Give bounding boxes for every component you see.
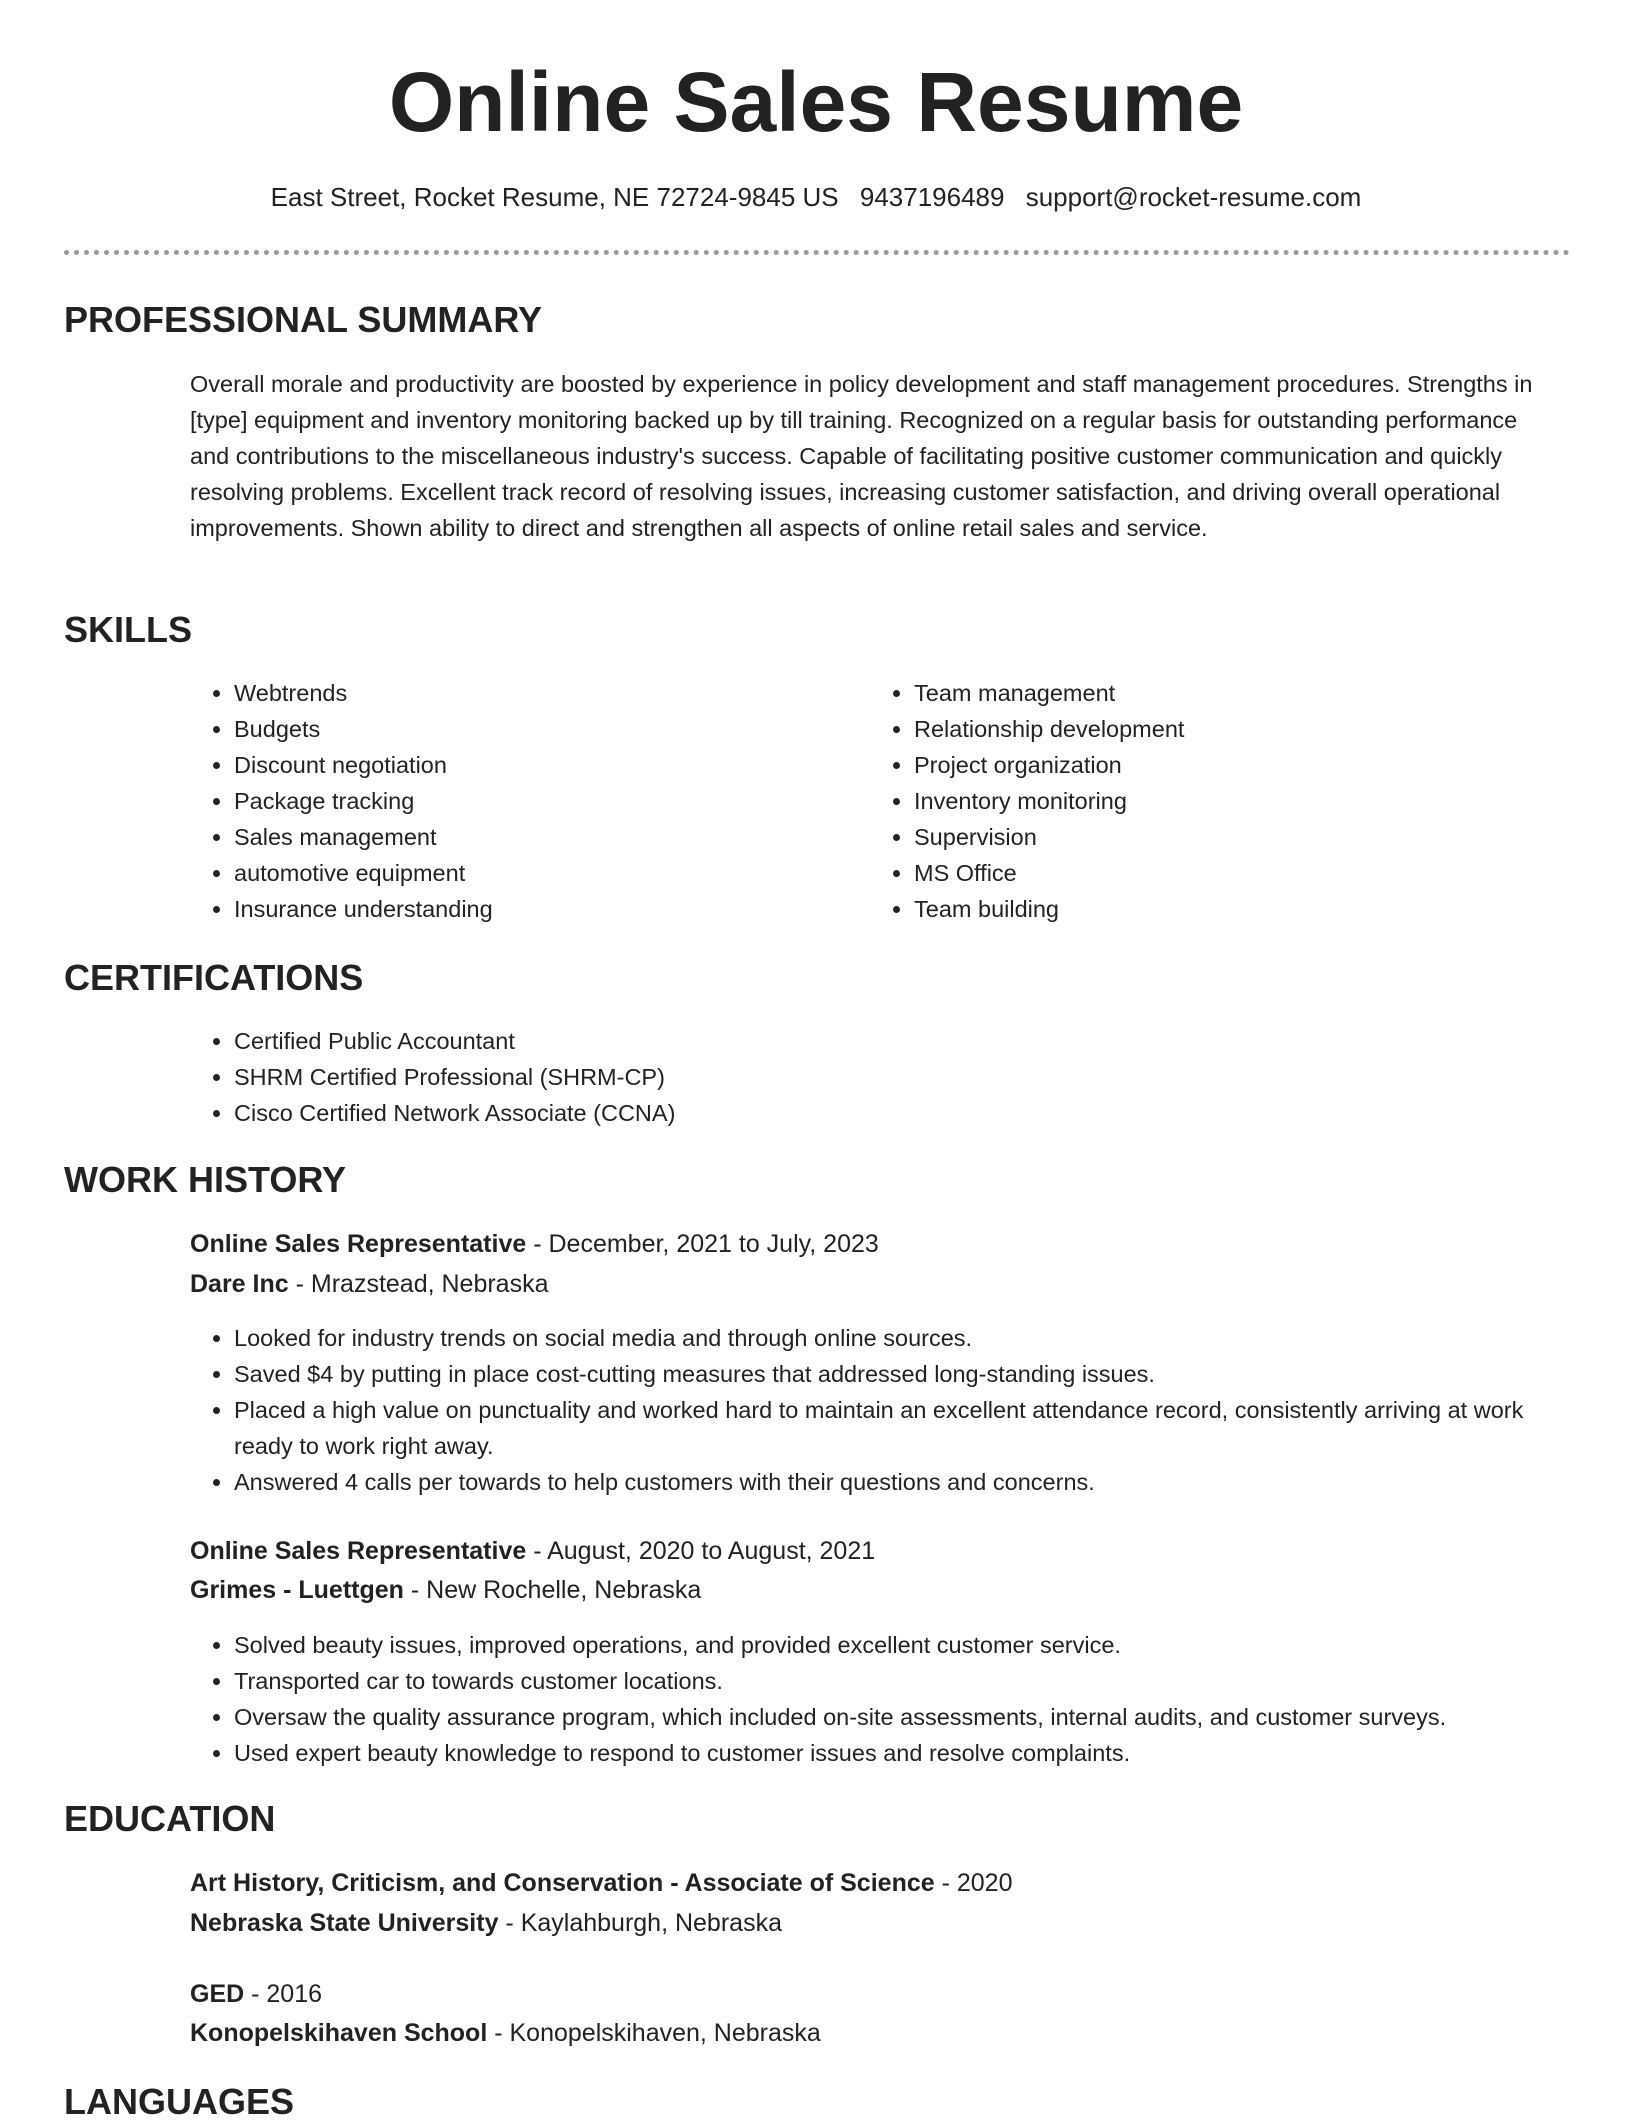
skills-column-right [870, 675, 1470, 927]
education-school-line [190, 2016, 821, 2050]
contact-line [0, 180, 1632, 214]
section-heading-languages: LANGUAGES [64, 2081, 295, 2122]
contact-address: East Street, Rocket Resume, NE 72724-9845 US [270, 182, 839, 212]
education-school: Konopelskihaven School [190, 2019, 488, 2047]
skills-list-right [870, 675, 1470, 927]
job-company: Dare Inc [190, 1270, 289, 1298]
job-dates: - December, 2021 to July, 2023 [526, 1230, 879, 1258]
job-company-line [190, 1267, 549, 1301]
job-bullets [190, 1320, 1570, 1500]
skill-item: • Relationship development [914, 711, 1470, 747]
skills-column-left [190, 675, 790, 927]
job-title: Online Sales Representative [190, 1230, 527, 1258]
certifications-block [190, 1023, 1090, 1131]
certification-item: • Cisco Certified Network Associate (CCNA) [234, 1095, 1090, 1131]
job-bullet: • Saved $4 by putting in place cost-cutting measures that addressed long-standing issues. [234, 1356, 1570, 1392]
education-degree-line [190, 1866, 1013, 1900]
skill-item: • Budgets [234, 711, 790, 747]
education-year: - 2020 [934, 1869, 1013, 1897]
skill-item: • Inventory monitoring [914, 783, 1470, 819]
certifications-list [190, 1023, 1090, 1131]
section-heading-summary: PROFESSIONAL SUMMARY [64, 299, 543, 340]
job-title-line [190, 1534, 875, 1568]
skill-item: • Team management [914, 675, 1470, 711]
section-heading-skills: SKILLS [64, 609, 193, 650]
skill-item: • Webtrends [234, 675, 790, 711]
job-bullet: • Solved beauty issues, improved operations, and provided excellent customer service. [234, 1627, 1570, 1663]
skills-list-left [190, 675, 790, 927]
job-bullets [190, 1627, 1570, 1771]
education-location: - Konopelskihaven, Nebraska [487, 2019, 821, 2047]
job-bullet: • Looked for industry trends on social media and through online sources. [234, 1320, 1570, 1356]
job-bullet: • Oversaw the quality assurance program, which included on-site assessments, internal audits, and customer surveys. [234, 1699, 1570, 1735]
skill-item: • Package tracking [234, 783, 790, 819]
education-location: - Kaylahburgh, Nebraska [498, 1909, 782, 1937]
job-company-line [190, 1573, 701, 1607]
job-bullet: • Answered 4 calls per towards to help customers with their questions and concerns. [234, 1464, 1570, 1500]
section-heading-education: EDUCATION [64, 1798, 276, 1839]
education-school: Nebraska State University [190, 1909, 499, 1937]
education-degree: GED [190, 1980, 245, 2008]
job-dates: - August, 2020 to August, 2021 [526, 1537, 876, 1565]
job-bullet: • Used expert beauty knowledge to respond to customer issues and resolve complaints. [234, 1735, 1570, 1771]
contact-email: support@rocket-resume.com [1025, 182, 1362, 212]
certification-item: • Certified Public Accountant [234, 1023, 1090, 1059]
job-bullet: • Placed a high value on punctuality and worked hard to maintain an excellent attendance record, consistently arriving at work ready to work right away. [234, 1392, 1570, 1464]
header-divider [64, 250, 1570, 255]
skill-item: • Sales management [234, 819, 790, 855]
skill-item: • Supervision [914, 819, 1470, 855]
job-location: - New Rochelle, Nebraska [403, 1576, 702, 1604]
skill-item: • automotive equipment [234, 855, 790, 891]
contact-phone: 9437196489 [859, 182, 1005, 212]
section-heading-work-history: WORK HISTORY [64, 1159, 347, 1200]
job-bullets-block [190, 1320, 1570, 1500]
skill-item: • Team building [914, 891, 1470, 927]
skill-item: • Insurance understanding [234, 891, 790, 927]
job-bullet: • Transported car to towards customer locations. [234, 1663, 1570, 1699]
page-title: Online Sales Resume [388, 55, 1244, 149]
job-bullets-block [190, 1627, 1570, 1771]
education-year: - 2016 [244, 1980, 323, 2008]
skill-item: • Discount negotiation [234, 747, 790, 783]
job-title-line [190, 1227, 879, 1261]
certification-item: • SHRM Certified Professional (SHRM-CP) [234, 1059, 1090, 1095]
skill-item: • MS Office [914, 855, 1470, 891]
job-location: - Mrazstead, Nebraska [288, 1270, 549, 1298]
job-company: Grimes - Luettgen [190, 1576, 404, 1604]
education-school-line [190, 1906, 782, 1940]
skill-item: • Project organization [914, 747, 1470, 783]
job-title: Online Sales Representative [190, 1537, 527, 1565]
education-degree-line [190, 1977, 322, 2011]
education-degree: Art History, Criticism, and Conservation - Associate of Science [190, 1869, 935, 1897]
section-heading-certifications: CERTIFICATIONS [64, 957, 364, 998]
summary-text: Overall morale and productivity are boosted by experience in policy development and staff management procedures. Strengths in [type] equipment and inventory monitoring backed up by till training. Recognized on a regular basis for outstanding performance and contributions to the miscellaneous industry's success. Capable of facilitating positive customer communication and quickly resolving problems. Excellent track record of resolving issues, increasing customer satisfaction, and driving overall operational improvements. Shown ability to direct and strengthen all aspects of online retail sales and service. [190, 371, 1533, 541]
